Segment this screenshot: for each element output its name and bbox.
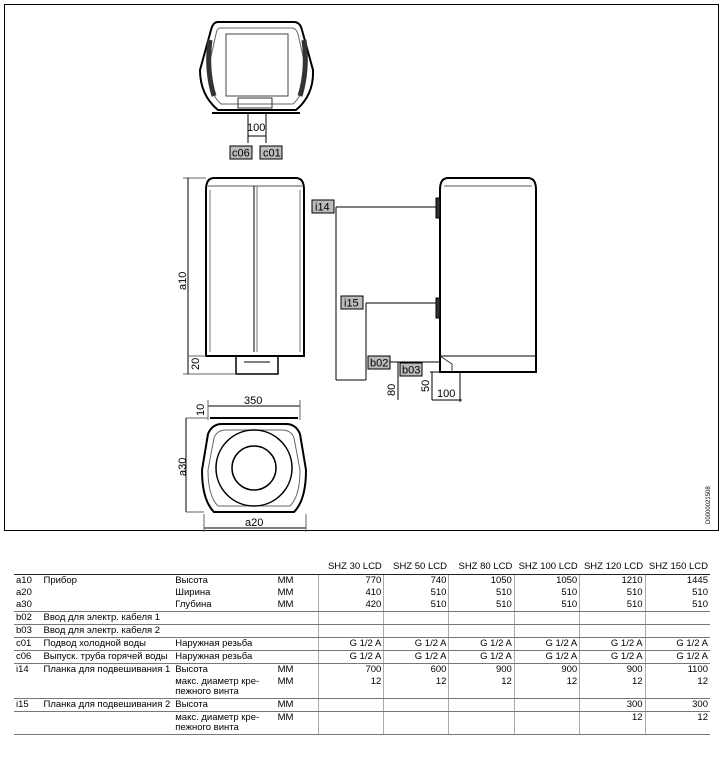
dim-bottom-350: 350 xyxy=(244,395,263,407)
row-value: 510 xyxy=(645,587,710,599)
row-value xyxy=(645,611,710,624)
row-property: Ширина xyxy=(175,586,211,598)
row-value: G 1/2 A xyxy=(514,637,579,650)
row-value: 900 xyxy=(580,663,645,675)
row-value: 12 xyxy=(645,711,710,734)
row-unit: MM xyxy=(277,586,294,598)
row-code xyxy=(14,711,41,734)
table-row xyxy=(14,624,710,637)
row-value xyxy=(645,624,710,637)
row-value: 300 xyxy=(645,698,710,711)
row-value: G 1/2 A xyxy=(514,650,579,663)
row-unit: MM xyxy=(277,663,294,675)
callout-b02: b02 xyxy=(370,357,389,370)
row-property: Глубина xyxy=(173,599,275,611)
row-value xyxy=(319,711,384,734)
table-row xyxy=(14,711,710,734)
row-value: G 1/2 A xyxy=(319,650,384,663)
row-label: Ввод для электр. кабеля 1 xyxy=(41,611,173,624)
document-id: D0000021508 xyxy=(706,486,712,524)
row-value xyxy=(384,711,449,734)
row-property: макс. диаметр кре- пежного винта xyxy=(173,676,275,698)
callout-i15: i15 xyxy=(344,297,359,310)
col-header: SHZ 50 LCD xyxy=(384,561,449,574)
row-value xyxy=(449,624,514,637)
row-value: G 1/2 A xyxy=(580,650,645,663)
row-value: 420 xyxy=(319,599,384,611)
callout-i14: i14 xyxy=(315,201,330,214)
row-unit xyxy=(276,637,319,650)
col-header: SHZ 80 LCD xyxy=(449,561,514,574)
row-value: 12 xyxy=(384,676,449,698)
row-property xyxy=(173,624,275,637)
row-property: Высота xyxy=(175,663,208,675)
row-value: 1050 xyxy=(449,574,514,586)
row-value: 510 xyxy=(514,599,579,611)
row-label: Выпуск. труба горячей воды xyxy=(41,650,173,663)
row-value: 300 xyxy=(580,698,645,711)
col-header: SHZ 150 LCD xyxy=(645,561,710,574)
spec-header-row xyxy=(14,561,710,574)
row-label: Планка для подвешивания 1 xyxy=(43,663,171,675)
row-value: 510 xyxy=(580,599,645,611)
row-property: Высота xyxy=(175,574,208,586)
row-value: G 1/2 A xyxy=(580,637,645,650)
callout-b03: b03 xyxy=(402,364,421,377)
row-value: G 1/2 A xyxy=(319,637,384,650)
dim-a10: a10 xyxy=(177,271,189,290)
row-unit: MM xyxy=(276,711,319,734)
row-value: 510 xyxy=(449,599,514,611)
dim-front-20: 20 xyxy=(190,357,202,370)
row-value: G 1/2 A xyxy=(449,637,514,650)
row-property xyxy=(173,611,275,624)
row-value xyxy=(514,711,579,734)
col-header: SHZ 100 LCD xyxy=(514,561,579,574)
table-row xyxy=(14,663,710,675)
row-label: Ввод для электр. кабеля 2 xyxy=(41,624,173,637)
table-row xyxy=(14,637,710,650)
row-value xyxy=(514,624,579,637)
dim-a20: a20 xyxy=(245,517,264,529)
row-code: c01 xyxy=(14,637,41,650)
table-row xyxy=(14,698,710,711)
table-row xyxy=(14,611,710,624)
row-property: Наружная резьба xyxy=(173,637,275,650)
row-value xyxy=(514,698,579,711)
row-value xyxy=(319,624,384,637)
row-property: макс. диаметр кре- пежного винта xyxy=(173,711,275,734)
row-value: 900 xyxy=(449,663,514,675)
table-row xyxy=(14,587,710,599)
dim-top-100: 100 xyxy=(247,122,266,134)
row-value: G 1/2 A xyxy=(645,637,710,650)
row-unit: MM xyxy=(276,599,319,611)
row-value: 1100 xyxy=(645,663,710,675)
row-label xyxy=(41,676,173,698)
row-value xyxy=(384,698,449,711)
row-code: i15 xyxy=(14,698,41,711)
row-value: 510 xyxy=(384,587,449,599)
row-value: G 1/2 A xyxy=(384,650,449,663)
row-value xyxy=(449,711,514,734)
row-value: 900 xyxy=(514,663,579,675)
row-code: i14 xyxy=(16,663,29,675)
row-code: b02 xyxy=(14,611,41,624)
row-value: 510 xyxy=(449,587,514,599)
row-value xyxy=(384,624,449,637)
row-value: 12 xyxy=(580,676,645,698)
row-code: b03 xyxy=(14,624,41,637)
row-value: 770 xyxy=(319,574,384,586)
table-row xyxy=(14,650,710,663)
row-property: Высота xyxy=(173,698,275,711)
row-property: Наружная резьба xyxy=(173,650,275,663)
row-value xyxy=(384,611,449,624)
row-value xyxy=(319,611,384,624)
row-value: 1210 xyxy=(580,574,645,586)
row-value: 510 xyxy=(514,587,579,599)
row-unit: MM xyxy=(276,676,319,698)
row-code: a30 xyxy=(14,599,41,611)
bottom-view xyxy=(186,400,306,532)
row-label xyxy=(41,587,173,599)
row-value: 12 xyxy=(580,711,645,734)
dim-a30: a30 xyxy=(177,457,189,476)
table-row xyxy=(14,574,710,586)
dim-side-50: 50 xyxy=(420,379,432,392)
row-unit xyxy=(276,611,319,624)
row-value: 410 xyxy=(319,587,384,599)
row-value: 12 xyxy=(449,676,514,698)
front-view xyxy=(183,178,304,374)
dim-bottom-10: 10 xyxy=(195,403,207,416)
table-row xyxy=(14,599,710,611)
row-value: 1050 xyxy=(514,574,579,586)
dim-side-100: 100 xyxy=(437,388,456,400)
row-value: 600 xyxy=(384,663,449,675)
row-value xyxy=(319,698,384,711)
row-value xyxy=(449,611,514,624)
row-value: 510 xyxy=(645,599,710,611)
row-label: Подвод холодной воды xyxy=(41,637,173,650)
row-value xyxy=(514,611,579,624)
row-code: c06 xyxy=(14,650,41,663)
row-value: G 1/2 A xyxy=(384,637,449,650)
callout-c01: c01 xyxy=(263,147,281,160)
dim-side-80: 80 xyxy=(386,383,398,396)
row-unit: MM xyxy=(277,574,294,586)
row-value: 700 xyxy=(319,663,384,675)
row-code xyxy=(14,676,41,698)
row-code: a20 xyxy=(16,586,32,598)
row-label xyxy=(41,599,173,611)
row-value: 12 xyxy=(319,676,384,698)
table-row xyxy=(14,676,710,698)
col-header: SHZ 120 LCD xyxy=(580,561,645,574)
row-unit xyxy=(276,624,319,637)
row-value xyxy=(580,624,645,637)
row-unit: MM xyxy=(276,698,319,711)
row-value xyxy=(449,698,514,711)
callout-c06: c06 xyxy=(232,147,250,160)
row-unit xyxy=(276,650,319,663)
row-value: G 1/2 A xyxy=(449,650,514,663)
row-value xyxy=(580,611,645,624)
row-value: 740 xyxy=(384,574,449,586)
row-value: 12 xyxy=(645,676,710,698)
row-value: G 1/2 A xyxy=(645,650,710,663)
row-value: 1445 xyxy=(645,574,710,586)
callout-boxes xyxy=(230,146,422,376)
row-label xyxy=(41,711,173,734)
row-label: Планка для подвешивания 2 xyxy=(41,698,173,711)
side-view xyxy=(336,178,536,402)
row-code: a10 xyxy=(16,574,32,586)
spec-table xyxy=(14,561,710,735)
col-header: SHZ 30 LCD xyxy=(319,561,384,574)
row-value: 510 xyxy=(384,599,449,611)
row-value: 12 xyxy=(514,676,579,698)
row-value: 510 xyxy=(580,587,645,599)
row-label: Прибор xyxy=(43,574,77,586)
